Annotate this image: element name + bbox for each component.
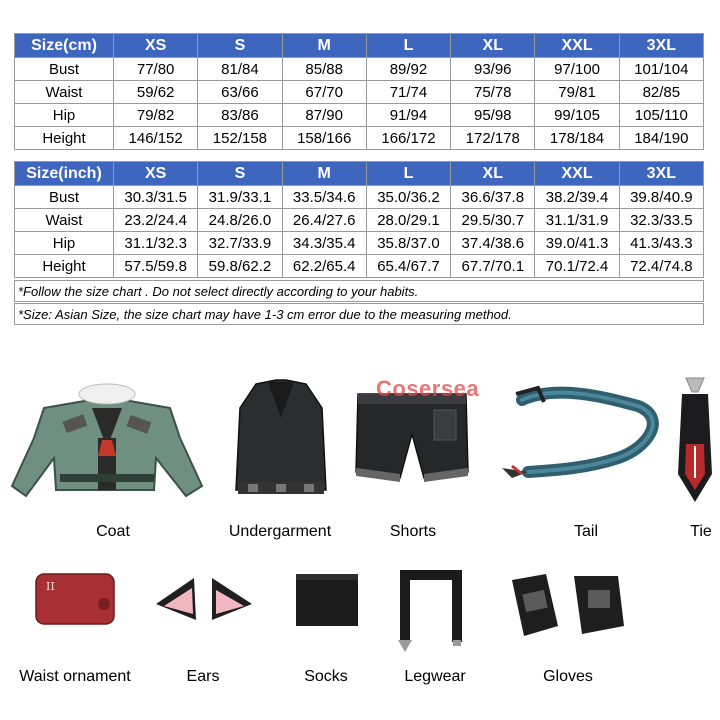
item-label-socks: Socks — [304, 668, 348, 685]
size-column-header: S — [198, 34, 282, 58]
table-cell: 101/104 — [619, 58, 703, 81]
table-cell: 105/110 — [619, 104, 703, 127]
table-cell: 33.5/34.6 — [282, 186, 366, 209]
table-cell: 31.1/31.9 — [535, 209, 619, 232]
svg-text:II: II — [46, 580, 55, 593]
table-cell: 28.0/29.1 — [366, 209, 450, 232]
item-label-shorts: Shorts — [389, 523, 437, 540]
size-column-header: 3XL — [619, 34, 703, 58]
table-cell: 184/190 — [619, 127, 703, 150]
size-column-header: XXL — [535, 162, 619, 186]
table-cell: 97/100 — [535, 58, 619, 81]
table-cell: 166/172 — [366, 127, 450, 150]
size-column-header: XS — [114, 162, 198, 186]
table-cell: 87/90 — [282, 104, 366, 127]
table-cell: 59.8/62.2 — [198, 255, 282, 278]
table-cell: 82/85 — [619, 81, 703, 104]
size-table-cm — [14, 33, 704, 150]
measurement-label: Height — [15, 127, 114, 150]
table-cell: 65.4/67.7 — [366, 255, 450, 278]
item-label-tie: Tie — [690, 523, 712, 540]
size-column-header: L — [366, 162, 450, 186]
socks-image — [292, 570, 362, 630]
item-label-tail: Tail — [573, 523, 599, 540]
size-column-header: L — [366, 34, 450, 58]
table-cell: 77/80 — [114, 58, 198, 81]
table-cell: 79/81 — [535, 81, 619, 104]
table-cell: 35.8/37.0 — [366, 232, 450, 255]
measurement-label: Hip — [15, 104, 114, 127]
legwear-image — [392, 566, 472, 656]
item-label-coat: Coat — [96, 523, 130, 540]
size-column-header: XXL — [535, 34, 619, 58]
size-column-header: S — [198, 162, 282, 186]
table-cell: 29.5/30.7 — [451, 209, 535, 232]
table-row — [15, 255, 704, 278]
measurement-label: Waist — [15, 81, 114, 104]
table-row — [15, 186, 704, 209]
table-cell: 26.4/27.6 — [282, 209, 366, 232]
size-column-header: XL — [451, 162, 535, 186]
size-note-asian-size: *Size: Asian Size, the size chart may have 1-3 cm error due to the measuring method. — [14, 303, 704, 325]
size-note-follow-chart: *Follow the size chart . Do not select directly according to your habits. — [14, 280, 704, 302]
table-row — [15, 81, 704, 104]
table-cell: 63/66 — [198, 81, 282, 104]
table-cell: 91/94 — [366, 104, 450, 127]
table-cell: 57.5/59.8 — [114, 255, 198, 278]
table-cell: 41.3/43.3 — [619, 232, 703, 255]
table-unit-header: Size(inch) — [15, 162, 114, 186]
table-cell: 24.8/26.0 — [198, 209, 282, 232]
table-cell: 59/62 — [114, 81, 198, 104]
table-row — [15, 127, 704, 150]
table-cell: 37.4/38.6 — [451, 232, 535, 255]
size-column-header: M — [282, 34, 366, 58]
table-cell: 93/96 — [451, 58, 535, 81]
item-label-undergarment: Undergarment — [228, 523, 332, 540]
size-column-header: XL — [451, 34, 535, 58]
table-cell: 39.8/40.9 — [619, 186, 703, 209]
table-cell: 67.7/70.1 — [451, 255, 535, 278]
table-cell: 71/74 — [366, 81, 450, 104]
table-cell: 178/184 — [535, 127, 619, 150]
table-cell: 75/78 — [451, 81, 535, 104]
waist-ornament-image — [32, 568, 118, 630]
coat-image — [4, 378, 210, 508]
table-cell: 85/88 — [282, 58, 366, 81]
table-row — [15, 232, 704, 255]
table-cell: 36.6/37.8 — [451, 186, 535, 209]
measurement-label: Bust — [15, 58, 114, 81]
measurement-label: Hip — [15, 232, 114, 255]
size-table-inch — [14, 161, 704, 278]
table-cell: 31.9/33.1 — [198, 186, 282, 209]
tail-image — [498, 378, 664, 498]
table-header-row — [15, 34, 704, 58]
table-cell: 34.3/35.4 — [282, 232, 366, 255]
table-row — [15, 104, 704, 127]
table-cell: 158/166 — [282, 127, 366, 150]
measurement-label: Bust — [15, 186, 114, 209]
table-cell: 89/92 — [366, 58, 450, 81]
item-label-gloves: Gloves — [543, 668, 593, 685]
size-column-header: 3XL — [619, 162, 703, 186]
tie-image — [672, 374, 718, 508]
undergarment-image — [226, 378, 336, 500]
table-cell: 79/82 — [114, 104, 198, 127]
table-cell: 62.2/65.4 — [282, 255, 366, 278]
shorts-image — [352, 388, 472, 488]
item-label-ears: Ears — [186, 668, 220, 685]
table-cell: 39.0/41.3 — [535, 232, 619, 255]
ears-image — [150, 572, 258, 628]
table-cell: 70.1/72.4 — [535, 255, 619, 278]
table-row — [15, 58, 704, 81]
item-label-legwear: Legwear — [404, 668, 466, 685]
brand-watermark: Cosersea — [376, 376, 480, 401]
item-label-waist-ornament: Waist ornament — [19, 668, 131, 685]
table-cell: 32.7/33.9 — [198, 232, 282, 255]
table-unit-header: Size(cm) — [15, 34, 114, 58]
table-header-row — [15, 162, 704, 186]
table-cell: 38.2/39.4 — [535, 186, 619, 209]
table-cell: 72.4/74.8 — [619, 255, 703, 278]
table-cell: 67/70 — [282, 81, 366, 104]
table-cell: 95/98 — [451, 104, 535, 127]
table-cell: 31.1/32.3 — [114, 232, 198, 255]
table-cell: 146/152 — [114, 127, 198, 150]
table-cell: 30.3/31.5 — [114, 186, 198, 209]
table-cell: 81/84 — [198, 58, 282, 81]
table-cell: 23.2/24.4 — [114, 209, 198, 232]
table-cell: 99/105 — [535, 104, 619, 127]
gloves-image — [506, 566, 630, 646]
measurement-label: Waist — [15, 209, 114, 232]
size-column-header: XS — [114, 34, 198, 58]
size-column-header: M — [282, 162, 366, 186]
table-cell: 32.3/33.5 — [619, 209, 703, 232]
measurement-label: Height — [15, 255, 114, 278]
table-cell: 172/178 — [451, 127, 535, 150]
table-cell: 152/158 — [198, 127, 282, 150]
table-row — [15, 209, 704, 232]
table-cell: 83/86 — [198, 104, 282, 127]
table-cell: 35.0/36.2 — [366, 186, 450, 209]
